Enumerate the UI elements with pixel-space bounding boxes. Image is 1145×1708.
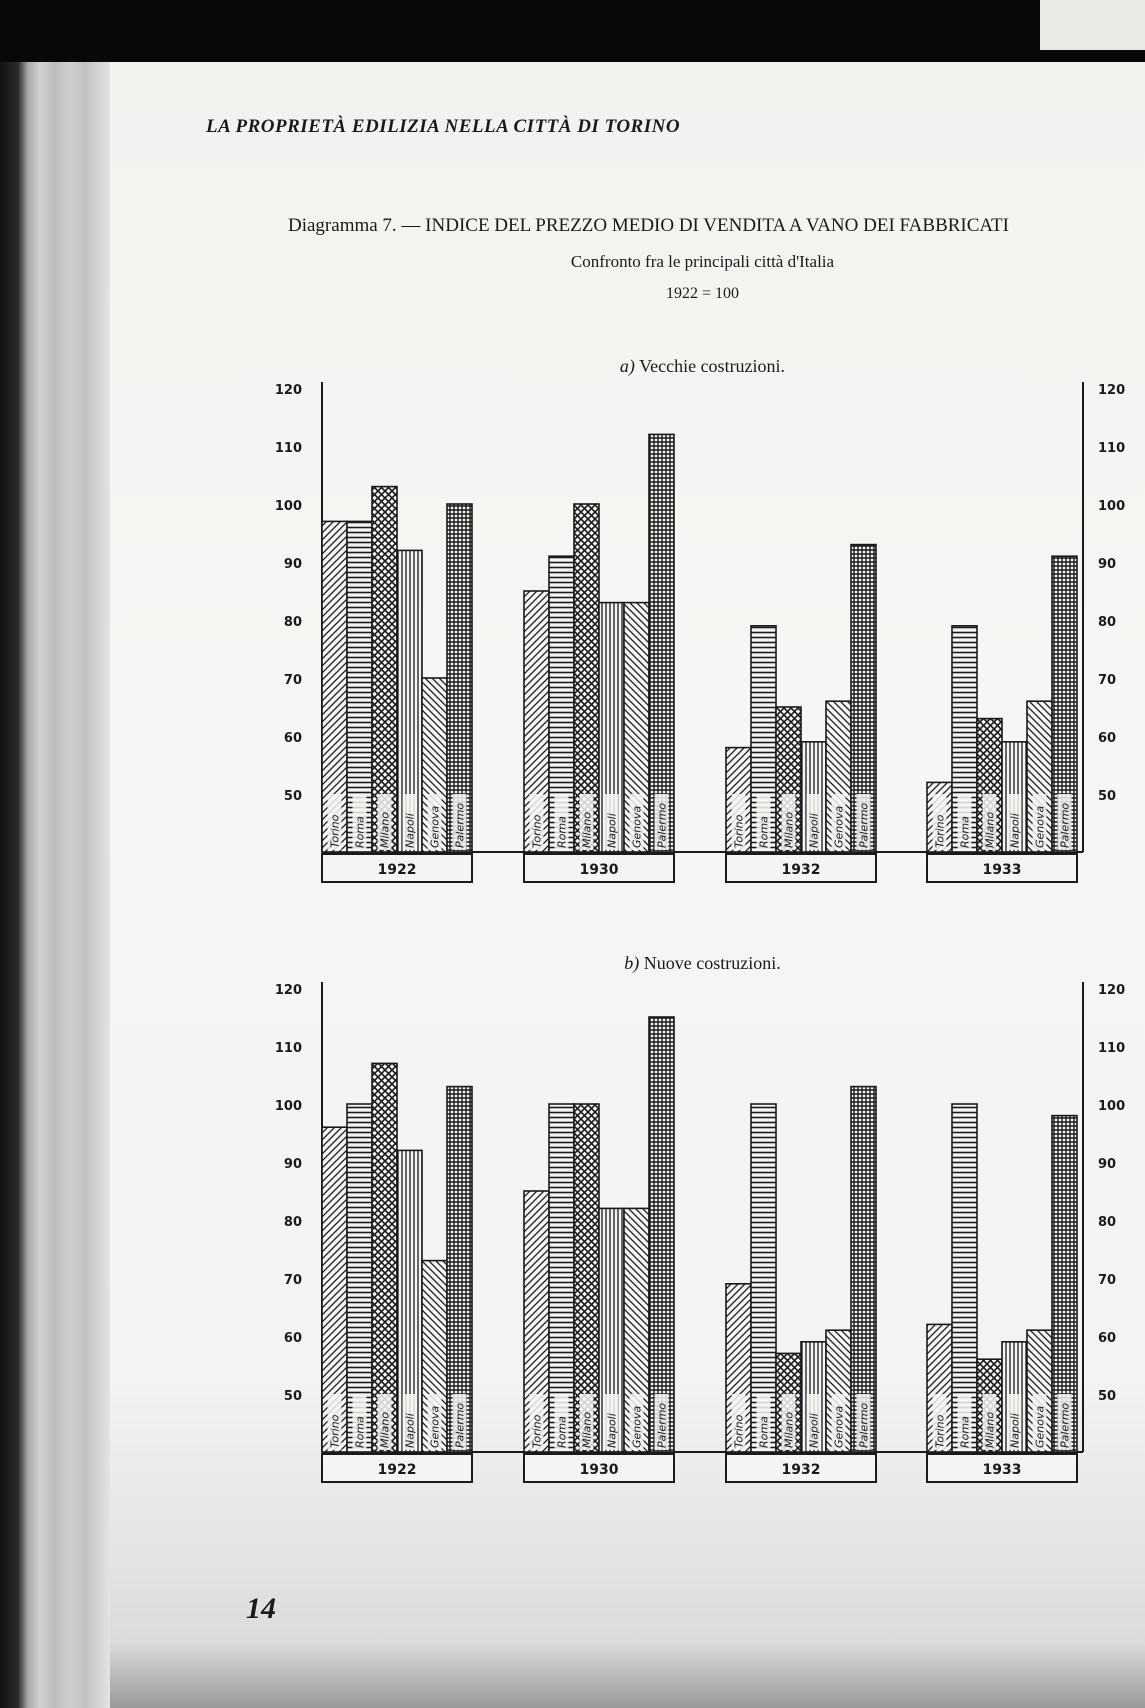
ytick-label-left: 50: [283, 1389, 302, 1404]
ytick-label-left: 80: [283, 1215, 302, 1230]
ytick-label-right: 60: [1098, 731, 1117, 746]
scan-top-right-patch: [1040, 0, 1145, 50]
ytick-label-left: 90: [283, 1157, 302, 1172]
bar-group-1930: [524, 1017, 674, 1482]
chart-b-letter: b): [624, 953, 640, 973]
figure-subtitle: Confronto fra le principali città d'Italia: [570, 252, 835, 271]
city-label-torino: Torino: [732, 1414, 746, 1448]
ytick-label-right: 120: [1098, 983, 1126, 998]
ytick-label-right: 90: [1098, 1157, 1117, 1172]
city-label-torino: Torino: [732, 814, 746, 848]
ytick-label-left: 120: [274, 983, 302, 998]
city-label-torino: Torino: [328, 1414, 342, 1448]
bar-group-1932: [726, 545, 876, 882]
city-label-palermo: Palermo: [655, 1402, 669, 1448]
chart-a-vecchie-costruzioni: [0, 383, 1145, 900]
ytick-label-right: 70: [1098, 1273, 1117, 1288]
ytick-label-right: 120: [1098, 383, 1126, 398]
city-label-genova: Genova: [428, 805, 442, 848]
ytick-label-right: 100: [1098, 499, 1126, 514]
bar-group-1933: [927, 1104, 1077, 1482]
bar-group-1922: [322, 1063, 472, 1482]
year-label-1922: 1922: [377, 862, 417, 878]
city-label-napoli: Napoli: [807, 813, 821, 848]
city-label-palermo: Palermo: [1058, 802, 1072, 848]
year-label-1932: 1932: [781, 862, 821, 878]
year-label-1932: 1932: [781, 1462, 821, 1478]
ytick-label-right: 110: [1098, 441, 1126, 456]
ytick-label-left: 60: [283, 1331, 302, 1346]
year-label-1933: 1933: [982, 1462, 1022, 1478]
ytick-label-left: 70: [283, 673, 302, 688]
ytick-label-left: 110: [274, 1041, 302, 1056]
scan-top-border: [0, 0, 1145, 62]
ytick-label-left: 100: [274, 499, 302, 514]
city-label-palermo: Palermo: [453, 802, 467, 848]
city-label-roma: Roma: [958, 816, 972, 848]
year-label-1930: 1930: [579, 862, 619, 878]
running-head: LA PROPRIETÀ EDILIZIA NELLA CITTÀ DI TORINO: [206, 116, 681, 137]
city-label-milano: Milano: [782, 811, 796, 848]
ytick-label-right: 80: [1098, 615, 1117, 630]
ytick-label-left: 50: [283, 789, 302, 804]
city-label-milano: Milano: [580, 1411, 594, 1448]
chart-a-caption: [0, 356, 1145, 377]
city-label-torino: Torino: [933, 814, 947, 848]
ytick-label-right: 80: [1098, 1215, 1117, 1230]
city-label-palermo: Palermo: [857, 1402, 871, 1448]
ytick-label-right: 50: [1098, 1389, 1117, 1404]
city-label-roma: Roma: [958, 1416, 972, 1448]
chart-a-letter: a): [619, 356, 635, 376]
year-label-1922: 1922: [377, 1462, 417, 1478]
bar-group-1922: [322, 487, 472, 882]
city-label-napoli: Napoli: [1008, 1413, 1022, 1448]
ytick-label-left: 80: [283, 615, 302, 630]
city-label-roma: Roma: [555, 1416, 569, 1448]
city-label-napoli: Napoli: [605, 1413, 619, 1448]
city-label-napoli: Napoli: [403, 1413, 417, 1448]
city-label-torino: Torino: [530, 1414, 544, 1448]
city-label-roma: Roma: [353, 816, 367, 848]
year-label-1930: 1930: [579, 1462, 619, 1478]
ytick-label-right: 50: [1098, 789, 1117, 804]
ytick-label-left: 90: [283, 557, 302, 572]
city-label-milano: Milano: [580, 811, 594, 848]
ytick-label-left: 120: [274, 383, 302, 398]
city-label-milano: Milano: [983, 811, 997, 848]
chart-b-caption-text: Nuove costruzioni.: [643, 953, 781, 973]
ytick-label-right: 60: [1098, 1331, 1117, 1346]
ytick-label-right: 70: [1098, 673, 1117, 688]
bar-milano-1922: [372, 1063, 397, 1452]
city-label-roma: Roma: [757, 816, 771, 848]
city-label-genova: Genova: [630, 1405, 644, 1448]
city-label-roma: Roma: [353, 1416, 367, 1448]
ytick-label-right: 90: [1098, 557, 1117, 572]
bar-palermo-1930: [649, 434, 674, 852]
figure-base: 1922 = 100: [665, 285, 740, 302]
city-label-roma: Roma: [757, 1416, 771, 1448]
city-label-palermo: Palermo: [453, 1402, 467, 1448]
city-label-napoli: Napoli: [807, 1413, 821, 1448]
city-label-milano: Milano: [378, 1411, 392, 1448]
city-label-genova: Genova: [1033, 805, 1047, 848]
ytick-label-right: 110: [1098, 1041, 1126, 1056]
city-label-palermo: Palermo: [1058, 1402, 1072, 1448]
chart-b-nuove-costruzioni: [0, 983, 1145, 1500]
figure-title: Diagramma 7. — INDICE DEL PREZZO MEDIO DI VENDITA A VANO DEI FABBRICATI: [288, 215, 1009, 236]
city-label-torino: Torino: [530, 814, 544, 848]
city-label-genova: Genova: [428, 1405, 442, 1448]
chart-a-caption-text: Vecchie costruzioni.: [639, 356, 786, 376]
ytick-label-left: 100: [274, 1099, 302, 1114]
bar-palermo-1930: [649, 1017, 674, 1452]
city-label-milano: Milano: [983, 1411, 997, 1448]
city-label-genova: Genova: [1033, 1405, 1047, 1448]
city-label-torino: Torino: [328, 814, 342, 848]
year-label-1933: 1933: [982, 862, 1022, 878]
city-label-palermo: Palermo: [655, 802, 669, 848]
city-label-napoli: Napoli: [1008, 813, 1022, 848]
bar-group-1933: [927, 556, 1077, 882]
city-label-milano: Milano: [378, 811, 392, 848]
city-label-torino: Torino: [933, 1414, 947, 1448]
city-label-genova: Genova: [832, 805, 846, 848]
city-label-milano: Milano: [782, 1411, 796, 1448]
chart-b-caption: [0, 953, 1145, 974]
ytick-label-left: 70: [283, 1273, 302, 1288]
city-label-genova: Genova: [832, 1405, 846, 1448]
city-label-roma: Roma: [555, 816, 569, 848]
page-number: 14: [246, 1592, 276, 1625]
ytick-label-left: 110: [274, 441, 302, 456]
city-label-genova: Genova: [630, 805, 644, 848]
bar-group-1932: [726, 1087, 876, 1482]
bar-group-1930: [524, 434, 674, 882]
ytick-label-right: 100: [1098, 1099, 1126, 1114]
ytick-label-left: 60: [283, 731, 302, 746]
city-label-napoli: Napoli: [605, 813, 619, 848]
city-label-palermo: Palermo: [857, 802, 871, 848]
city-label-napoli: Napoli: [403, 813, 417, 848]
